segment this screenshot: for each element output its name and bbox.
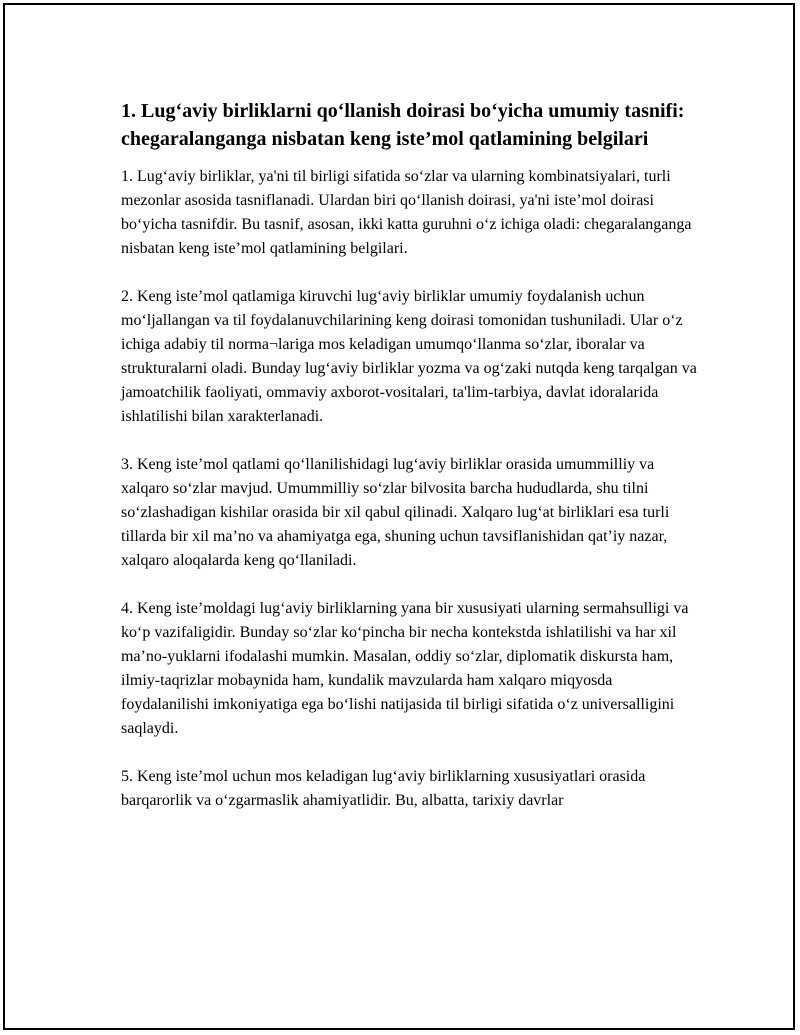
paragraph-5: 5. Keng iste’mol uchun mos keladigan lug‘aviy birliklarning xususiyatlari orasida barqarorlik va o‘zgarmaslik ahamiyatlidir. Bu, albatta, tarixiy davrlar: [121, 768, 646, 809]
document-body: [121, 97, 701, 837]
paragraph-3: 3. Keng iste’mol qatlami qo‘llanilishidagi lug‘aviy birliklar orasida umummilliy va xalqaro so‘zlar mavjud. Umummilliy so‘zlar bilvosita barcha hududlarda, shu tilni so‘zlashadigan kishilar orasida bir xil qabul qilinadi. Xalqaro lug‘at birliklari esa turli tillarda bir xil ma’no va ahamiyatga ega, shuning uchun tavsiflanishidan qat’iy nazar, xalqaro aloqalarda keng qo‘llaniladi.: [121, 456, 670, 569]
paragraph-1: 1. Lug‘aviy birliklar, ya'ni til birligi sifatida so‘zlar va ularning kombinatsiyalari, turli mezonlar asosida tasniflanadi. Ulardan biri qo‘llanish doirasi, ya'ni iste’mol doirasi bo‘yicha tasnifdir. Bu tasnif, asosan, ikki katta guruhni o‘z ichiga oladi: chegaralanganga nisbatan keng iste’mol qatlamining belgilari.: [121, 168, 692, 257]
paragraph-2: 2. Keng iste’mol qatlamiga kiruvchi lug‘aviy birliklar umumiy foydalanish uchun mo‘ljallangan va til foydalanuvchilarining keng doirasi tomonidan tushuniladi. Ular o‘z ichiga adabiy til norma¬lariga mos keladigan umumqo‘llanma so‘zlar, iboralar va strukturalarni oladi. Bunday lug‘aviy birliklar yozma va og‘zaki nutqda keng tarqalgan va jamoatchilik faoliyati, ommaviy axborot-vositalari, ta'lim-tarbiya, davlat idoralarida ishlatilishi bilan xarakterlanadi.: [121, 288, 697, 425]
paragraph-4: 4. Keng iste’moldagi lug‘aviy birliklarning yana bir xususiyati ularning sermahsulligi va ko‘p vazifaligidir. Bunday so‘zlar ko‘pincha bir necha kontekstda ishlatilishi va har xil ma’no-yuklarni ifodalashi mumkin. Masalan, oddiy so‘zlar, diplomatik diskursta ham, ilmiy-taqrizlar mobaynida ham, kundalik mavzularda ham xalqaro miqyosda foydalanilishi imkoniyatiga ega bo‘lishi natijasida til birligi sifatida o‘z universalligini saqlaydi.: [121, 600, 689, 737]
page-frame: [3, 3, 795, 1030]
document-title: 1. Lug‘aviy birliklarni qo‘llanish doirasi bo‘yicha umumiy tasnifi: chegaralanganga nisbatan keng iste’mol qatlamining belgilari: [121, 100, 685, 150]
